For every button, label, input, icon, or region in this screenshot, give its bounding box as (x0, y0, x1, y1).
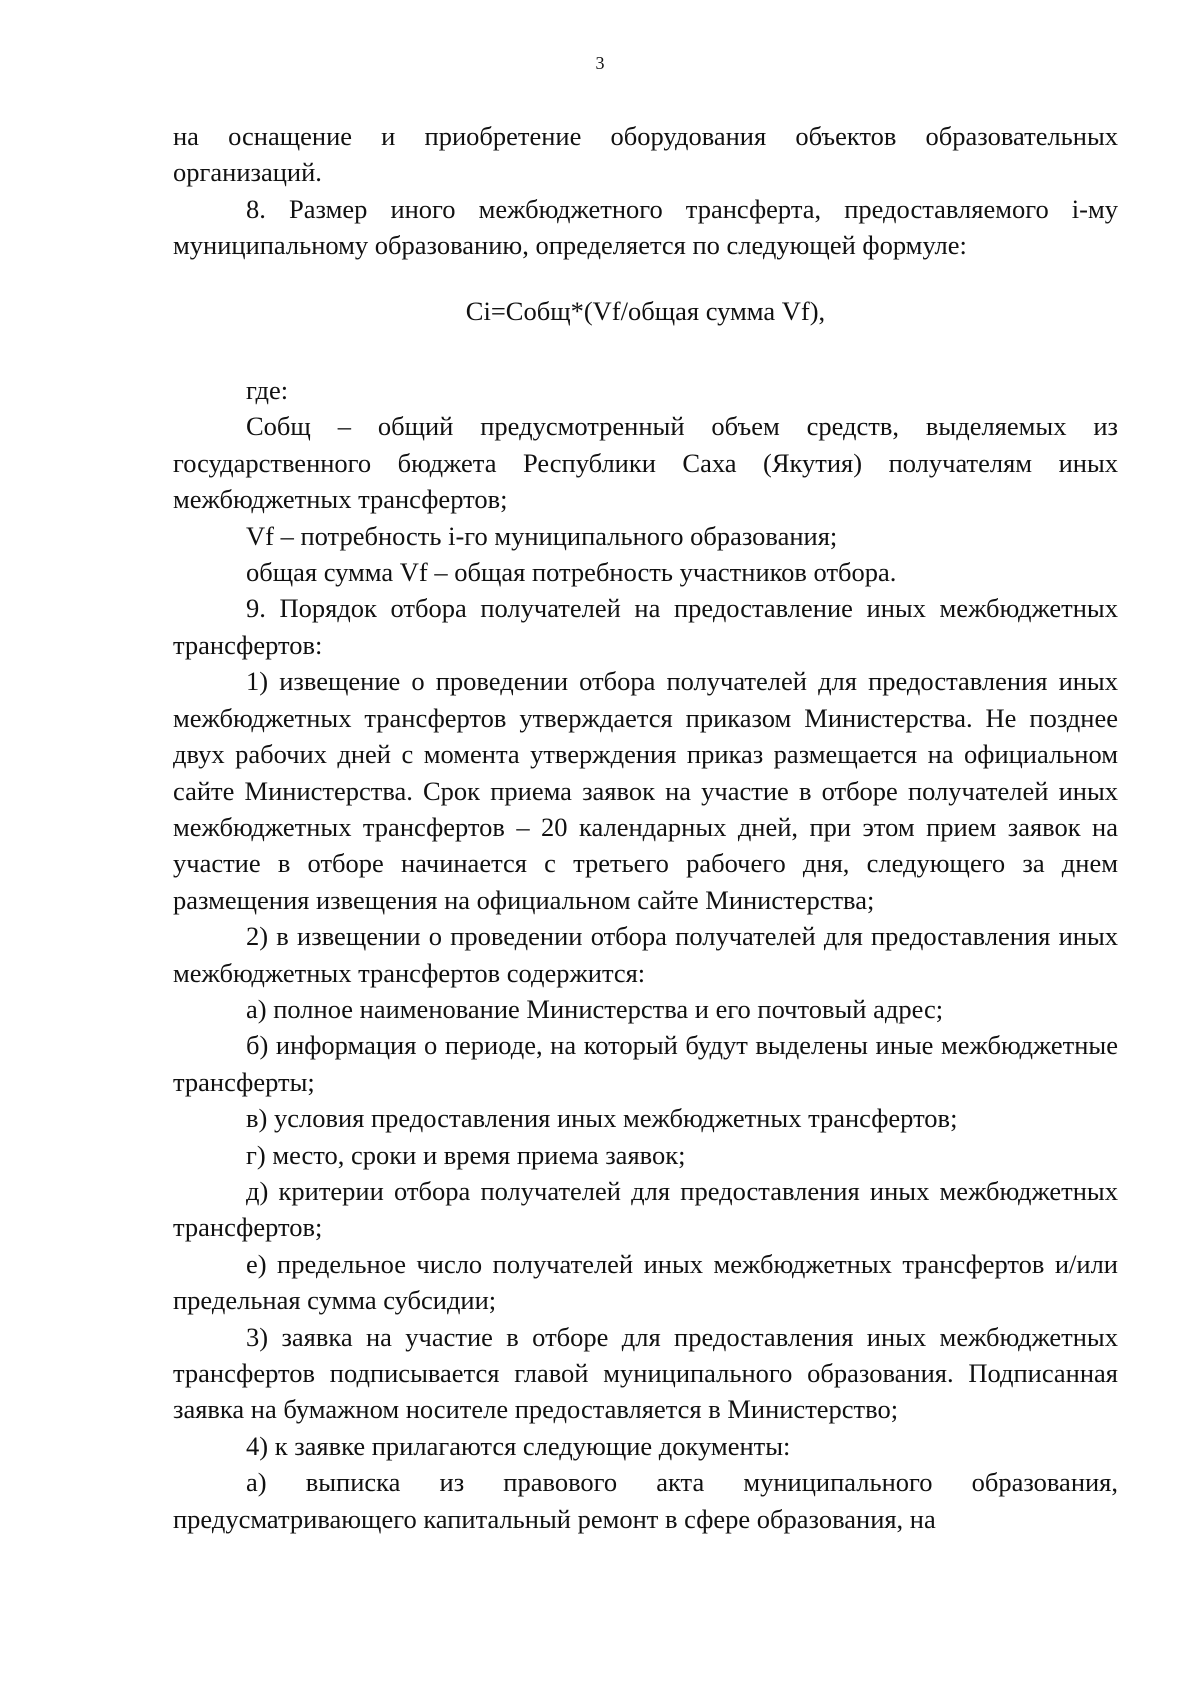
paragraph-subitem-4: 4) к заявке прилагаются следующие документы: (246, 1430, 791, 1461)
paragraph-subitem-2b: б) информация о периоде, на который будут выделены иные межбюджетные трансферты; (173, 1030, 1118, 1097)
paragraph-subitem-2e: е) предельное число получателей иных межбюджетных трансфертов и/или предельная сумма субсидии; (173, 1248, 1118, 1316)
paragraph-definition-vf: Vf – потребность i-го муниципального образования; (246, 520, 838, 551)
paragraph-subitem-4a: а) выписка из правового акта муниципального образования, предусматривающего капитальный ремонт в сфере образования, на (173, 1467, 1118, 1534)
document-body (173, 118, 1118, 1537)
paragraph-subitem-2g: г) место, сроки и время приема заявок; (246, 1139, 686, 1170)
paragraph-subitem-3: 3) заявка на участие в отборе для предоставления иных межбюджетных трансфертов подписывается главой муниципального образования. Подписанная заявка на бумажном носителе предоставляется в Министерство; (173, 1321, 1118, 1425)
paragraph-subitem-2v: в) условия предоставления иных межбюджетных трансфертов; (246, 1103, 958, 1134)
paragraph-item-8: 8. Размер иного межбюджетного трансферта, предоставляемого i-му муниципальному образованию, определяется по следующей формуле: (173, 193, 1118, 261)
page-number: 3 (595, 53, 605, 73)
paragraph-where: где: (246, 375, 289, 406)
paragraph-definition-total-vf: общая сумма Vf – общая потребность участников отбора. (246, 557, 897, 588)
paragraph-subitem-2d: д) критерии отбора получателей для предоставления иных межбюджетных трансфертов; (173, 1175, 1118, 1243)
paragraph-subitem-1: 1) извещение о проведении отбора получателей для предоставления иных межбюджетных трансфертов утверждается приказом Министерства. Не позднее двух рабочих дней с момента утверждения приказ размещается на официальном сайте Министерства. Срок приема заявок на участие в отборе получателей иных межбюджетных трансфертов – 20 календарных дней, при этом прием заявок на участие в отборе начинается с третьего рабочего дня, следующего за днем размещения извещения на официальном сайте Министерства; (173, 666, 1118, 915)
paragraph-item-9: 9. Порядок отбора получателей на предоставление иных межбюджетных трансфертов: (173, 593, 1118, 660)
paragraph-subitem-2: 2) в извещении о проведении отбора получателей для предоставления иных межбюджетных трансфертов содержится: (173, 921, 1118, 988)
paragraph-definition-sobsh: Собщ – общий предусмотренный объем средств, выделяемых из государственного бюджета Республики Саха (Якутия) получателям иных межбюджетных трансфертов; (173, 411, 1118, 515)
formula: Ci=Собщ*(Vf/общая сумма Vf), (465, 295, 826, 326)
paragraph-continuation: на оснащение и приобретение оборудования объектов образовательных организаций. (173, 121, 1118, 188)
paragraph-subitem-2a: а) полное наименование Министерства и его почтовый адрес; (246, 993, 944, 1024)
